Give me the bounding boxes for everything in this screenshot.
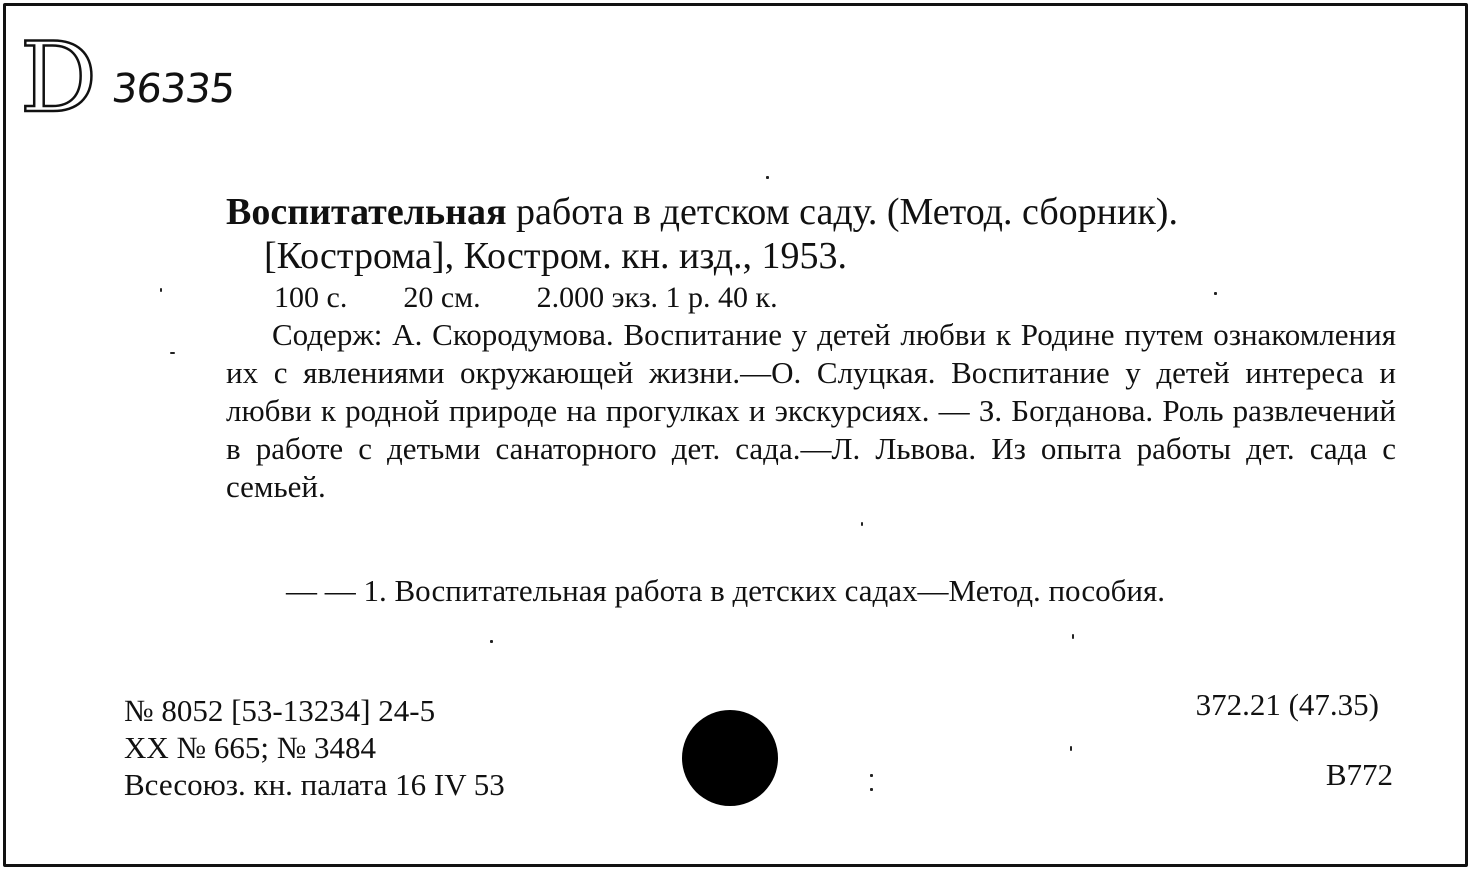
classification-number: 372.21 (47.35) (1195, 687, 1379, 722)
punch-hole (682, 710, 778, 806)
bibliographic-entry (226, 190, 1396, 506)
ink-speck (160, 288, 162, 292)
registration-number: № 8052 [53-13234] 24-5 (124, 693, 436, 728)
size: 20 см. (403, 281, 481, 314)
pages: 100 с. (274, 281, 348, 314)
imprint: [Кострома], Костром. кн. изд., 1953. (264, 235, 848, 277)
copies-and-price: 2.000 экз. 1 р. 40 к. (536, 281, 778, 314)
issuer-and-date: Всесоюз. кн. палата 16 IV 53 (124, 767, 505, 802)
contents-note: Содерж: А. Скородумова. Воспитание у детей любви к Родине путем ознакомления их с явлениями окружающей жизни.—О. Слуцкая. Воспитание у детей интереса и любви к родной природе на прогулках и экскурсиях. — З. Богданова. Роль развлечений в работе с детьми санаторного дет. сада.—Л. Львова. Из опыта работы дет. сада с семьей. (226, 317, 1396, 504)
ink-speck (170, 352, 175, 354)
title-rest: работа в детском саду. (Метод. сборник). (506, 191, 1178, 233)
title-heading: Воспитательная (226, 191, 507, 233)
ink-speck (1070, 746, 1072, 751)
series-numbers: XX № 665; № 3484 (124, 730, 377, 765)
registration-block (124, 692, 505, 803)
catalog-card (3, 3, 1468, 867)
ink-speck (861, 522, 863, 526)
ink-speck (766, 176, 769, 179)
handwritten-accession-number: 36335 (109, 66, 237, 112)
series-note: — — 1. Воспитательная работа в детских садах—Метод. пособия. (286, 573, 1165, 608)
ink-speck (870, 774, 873, 777)
ink-speck (870, 788, 873, 791)
ink-speck (490, 640, 493, 643)
ink-speck (1214, 292, 1217, 295)
collation (226, 280, 1396, 316)
title-line (226, 190, 1396, 234)
ink-speck (1072, 634, 1074, 639)
cutter-number: В772 (1325, 757, 1393, 792)
stamped-letter: D (20, 22, 97, 134)
